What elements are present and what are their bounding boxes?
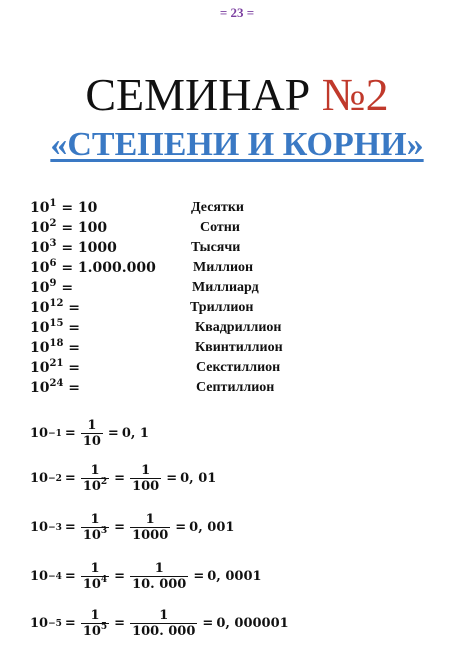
power-name: Триллион — [190, 300, 254, 315]
power-expression: $10^9$ = — [30, 278, 74, 296]
fraction: $\frac{1}{10^3}$ — [82, 512, 108, 543]
negative-power-equation: 10 −1 = $\frac{1}{10}$ = 0, 1 — [30, 418, 149, 449]
power-row — [30, 318, 450, 338]
power-name: Тысячи — [191, 240, 241, 255]
power-row — [30, 298, 450, 318]
decimal-result: 0, 000001 — [216, 616, 289, 631]
power-row — [30, 238, 450, 258]
power-expression: $10^{24}$ = — [30, 378, 81, 396]
power-expression: $10^2 = 100$ — [30, 218, 108, 236]
fraction: $\frac{1}{10^5}$ — [82, 608, 108, 639]
power-name: Квадриллион — [195, 320, 282, 335]
negative-power-equation: 10 −5 = $\frac{1}{10^5}$ = $\frac{1}{100. 000}$ = 0, 000001 — [30, 608, 289, 639]
power-expression: $10^3 = 1000$ — [30, 238, 117, 256]
power-row — [30, 278, 450, 298]
powers-of-ten-list — [30, 198, 450, 398]
fraction: $\frac{1}{100. 000}$ — [132, 608, 196, 639]
power-name: Миллиард — [192, 280, 259, 295]
power-expression: $10^{18}$ = — [30, 338, 81, 356]
fraction: $\frac{1}{10^4}$ — [82, 561, 108, 592]
negative-power-equation: 10 −2 = $\frac{1}{10^2}$ = $\frac{1}{100}$ = 0, 01 — [30, 463, 217, 494]
power-row — [30, 218, 450, 238]
power-row — [30, 258, 450, 278]
title-text: СЕМИНАР — [85, 69, 322, 120]
negative-power-equation: 10 −4 = $\frac{1}{10^4}$ = $\frac{1}{10. 000}$ = 0, 0001 — [30, 561, 262, 592]
fraction: $\frac{1}{1000}$ — [132, 512, 169, 543]
page-number: = 23 = — [219, 5, 255, 20]
page-subtitle: «СТЕПЕНИ И КОРНИ» — [50, 126, 424, 163]
power-row — [30, 378, 450, 398]
power-name: Септиллион — [196, 380, 275, 395]
power-row — [30, 338, 450, 358]
power-name: Десятки — [191, 200, 244, 215]
power-expression: $10^{12}$ = — [30, 298, 81, 316]
decimal-result: 0, 01 — [180, 471, 217, 486]
power-expression: $10^{21}$ = — [30, 358, 81, 376]
decimal-result: 0, 0001 — [207, 569, 262, 584]
decimal-result: 0, 1 — [121, 426, 149, 441]
power-expression: $10^1 = 10$ — [30, 198, 98, 216]
power-expression: $10^6 = 1.000.000$ — [30, 258, 156, 276]
page-title — [0, 70, 474, 120]
decimal-result: 0, 001 — [189, 520, 235, 535]
power-name: Секстиллион — [196, 360, 281, 375]
power-row — [30, 198, 450, 218]
fraction: $\frac{1}{10}$ — [82, 418, 101, 449]
fraction: $\frac{1}{100}$ — [132, 463, 160, 494]
power-name: Миллион — [193, 260, 254, 275]
power-row — [30, 358, 450, 378]
fraction: $\frac{1}{10. 000}$ — [132, 561, 187, 592]
power-name: Сотни — [200, 220, 240, 235]
seminar-number: №2 — [321, 69, 389, 120]
power-expression: $10^{15}$ = — [30, 318, 81, 336]
negative-power-equation: 10 −3 = $\frac{1}{10^3}$ = $\frac{1}{1000}$ = 0, 001 — [30, 512, 235, 543]
fraction: $\frac{1}{10^2}$ — [82, 463, 108, 494]
power-name: Квинтиллион — [195, 340, 283, 355]
